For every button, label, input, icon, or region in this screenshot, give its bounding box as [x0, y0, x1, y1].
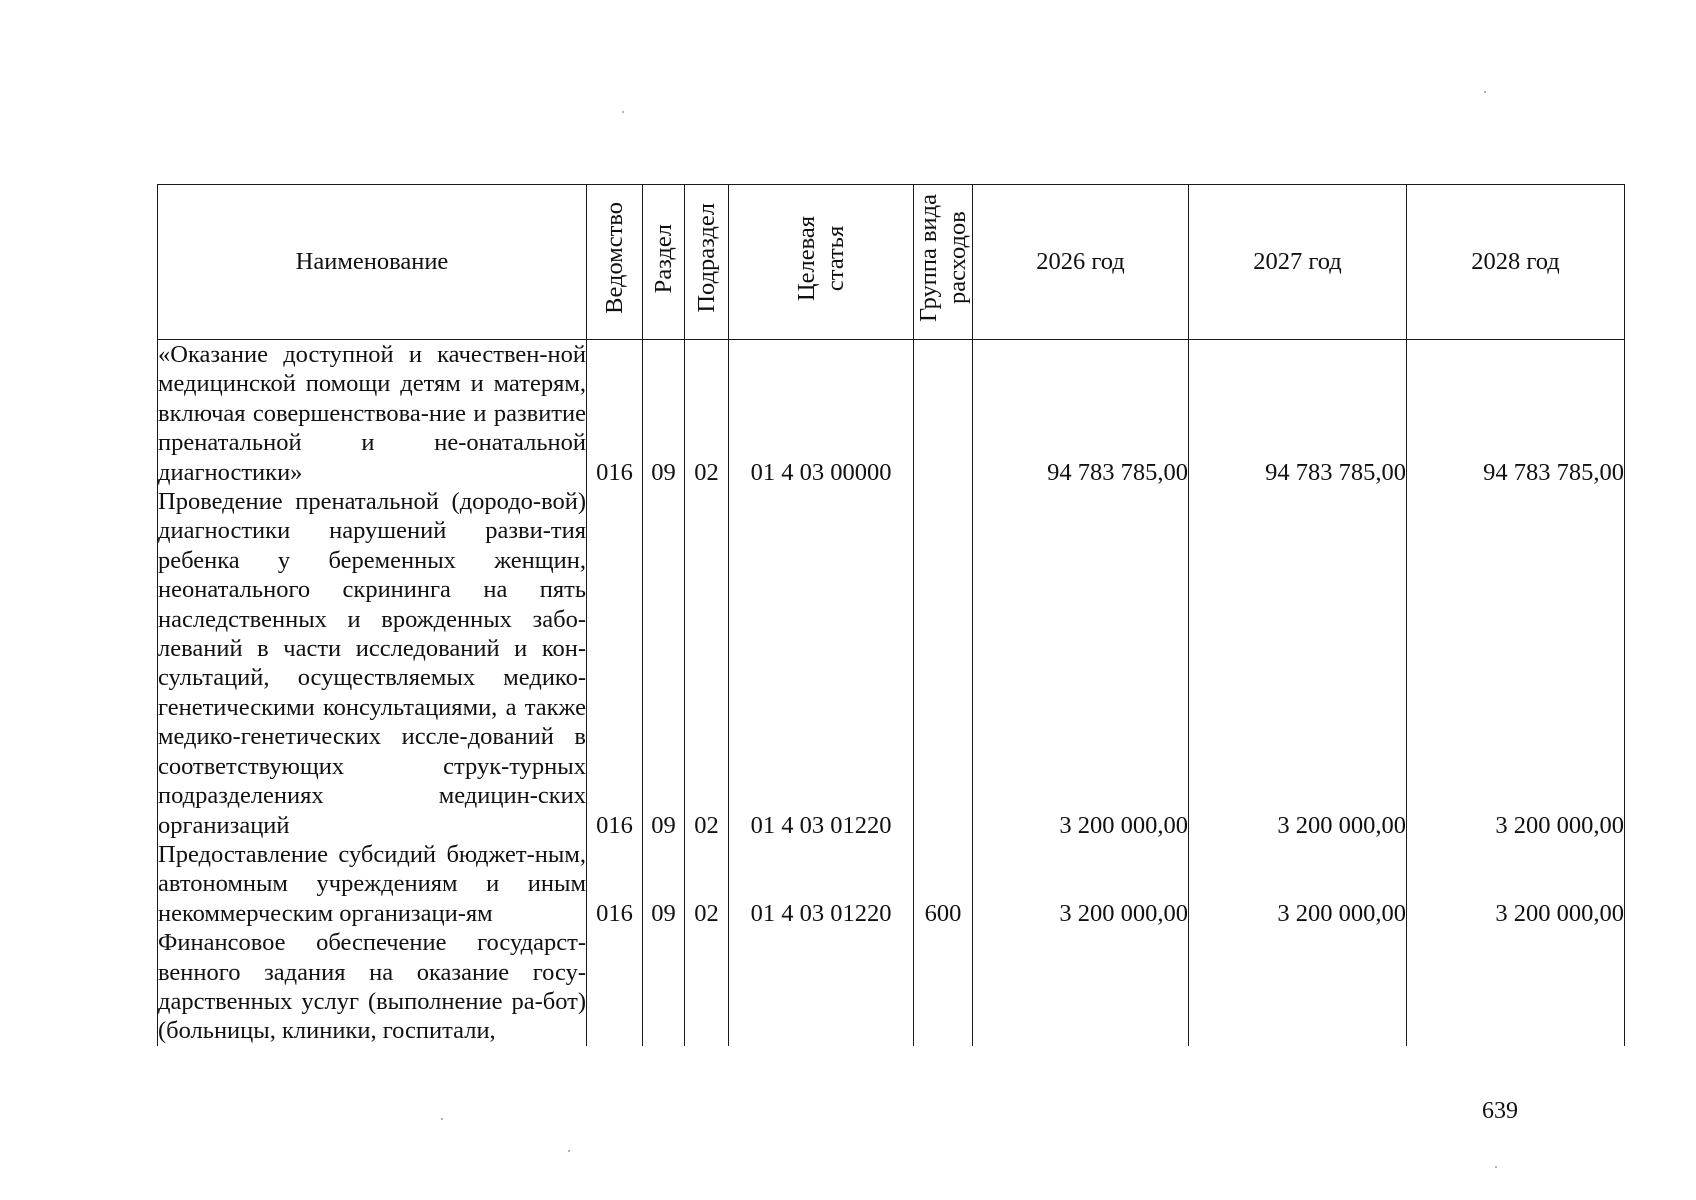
row-department	[587, 928, 643, 1046]
row-department: 016	[587, 340, 643, 488]
row-target-article: 01 4 03 00000	[729, 340, 914, 488]
header-subsection	[685, 185, 729, 340]
row-subsection	[685, 928, 729, 1046]
row-expense-group	[914, 928, 973, 1046]
header-year-2028: 2028 год	[1407, 185, 1625, 340]
row-amount-2026: 94 783 785,00	[973, 340, 1189, 488]
row-target-article: 01 4 03 01220	[729, 840, 914, 928]
row-expense-group	[914, 340, 973, 488]
row-section: 09	[643, 840, 685, 928]
row-subsection: 02	[685, 340, 729, 488]
row-department: 016	[587, 487, 643, 840]
scan-speck	[622, 111, 624, 113]
row-amount-2027: 94 783 785,00	[1189, 340, 1407, 488]
header-subsection-label: Подраздел	[693, 203, 720, 314]
header-year-2026: 2026 год	[973, 185, 1189, 340]
row-department: 016	[587, 840, 643, 928]
table-row	[158, 487, 1625, 840]
row-amount-2027	[1189, 928, 1407, 1046]
table-header-row	[158, 185, 1625, 340]
row-name: Предоставление субсидий бюджет-ным, автономным учреждениям и иным некоммерческим организаци-ям	[158, 840, 586, 927]
row-name: Финансовое обеспечение государст-венного задания на оказание госу-дарственных услуг (выполнение ра-бот) (больницы, клиники, госпитали,	[158, 929, 586, 1045]
row-amount-2027: 3 200 000,00	[1189, 840, 1407, 928]
scan-speck	[568, 1150, 570, 1152]
row-section	[643, 928, 685, 1046]
row-subsection: 02	[685, 487, 729, 840]
row-target-article	[729, 928, 914, 1046]
header-section-label: Раздел	[650, 223, 677, 293]
header-expense-group-line1: Группа вида	[915, 194, 942, 323]
header-department-label: Ведомство	[601, 202, 628, 315]
row-expense-group: 600	[914, 840, 973, 928]
row-amount-2028: 94 783 785,00	[1407, 340, 1625, 488]
row-section: 09	[643, 340, 685, 488]
header-target-article-label	[792, 216, 850, 301]
row-amount-2028: 3 200 000,00	[1407, 487, 1625, 840]
header-expense-group-label	[914, 194, 972, 322]
header-name: Наименование	[158, 185, 587, 340]
table-row	[158, 840, 1625, 928]
row-amount-2028	[1407, 928, 1625, 1046]
scan-speck	[1484, 91, 1486, 93]
row-amount-2026	[973, 928, 1189, 1046]
scan-speck	[441, 1118, 443, 1120]
row-expense-group	[914, 487, 973, 840]
row-target-article: 01 4 03 01220	[729, 487, 914, 840]
header-expense-group	[914, 185, 973, 340]
header-target-article	[729, 185, 914, 340]
header-section	[643, 185, 685, 340]
row-amount-2026: 3 200 000,00	[973, 487, 1189, 840]
row-amount-2027: 3 200 000,00	[1189, 487, 1407, 840]
row-section: 09	[643, 487, 685, 840]
row-amount-2028: 3 200 000,00	[1407, 840, 1625, 928]
header-target-article-line2: статья	[822, 225, 849, 291]
table-row	[158, 928, 1625, 1046]
header-year-2027: 2027 год	[1189, 185, 1407, 340]
row-name: «Оказание доступной и качествен-ной медицинской помощи детям и матерям, включая совершенствова-ние и развитие пренатальной и не-онатальной диагностики»	[158, 341, 586, 486]
header-expense-group-line2: расходов	[944, 211, 971, 305]
page-number: 639	[1482, 1098, 1518, 1124]
row-subsection: 02	[685, 840, 729, 928]
row-name: Проведение пренатальной (дородо-вой) диагностики нарушений разви-тия ребенка у беременных женщин, неонатального скрининга на пять наследственных и врожденных забо-леваний в части исследований и кон-сультаций, осуществляемых медико-генетическими консультациями, а также медико-генетических иссле-дований в соответствующих струк-турных подразделениях медицин-ских организаций	[158, 488, 586, 839]
budget-table	[157, 184, 1625, 1046]
header-target-article-line1: Целевая	[793, 215, 820, 301]
header-department	[587, 185, 643, 340]
table-row	[158, 340, 1625, 488]
row-amount-2026: 3 200 000,00	[973, 840, 1189, 928]
scan-speck	[1495, 1166, 1497, 1168]
